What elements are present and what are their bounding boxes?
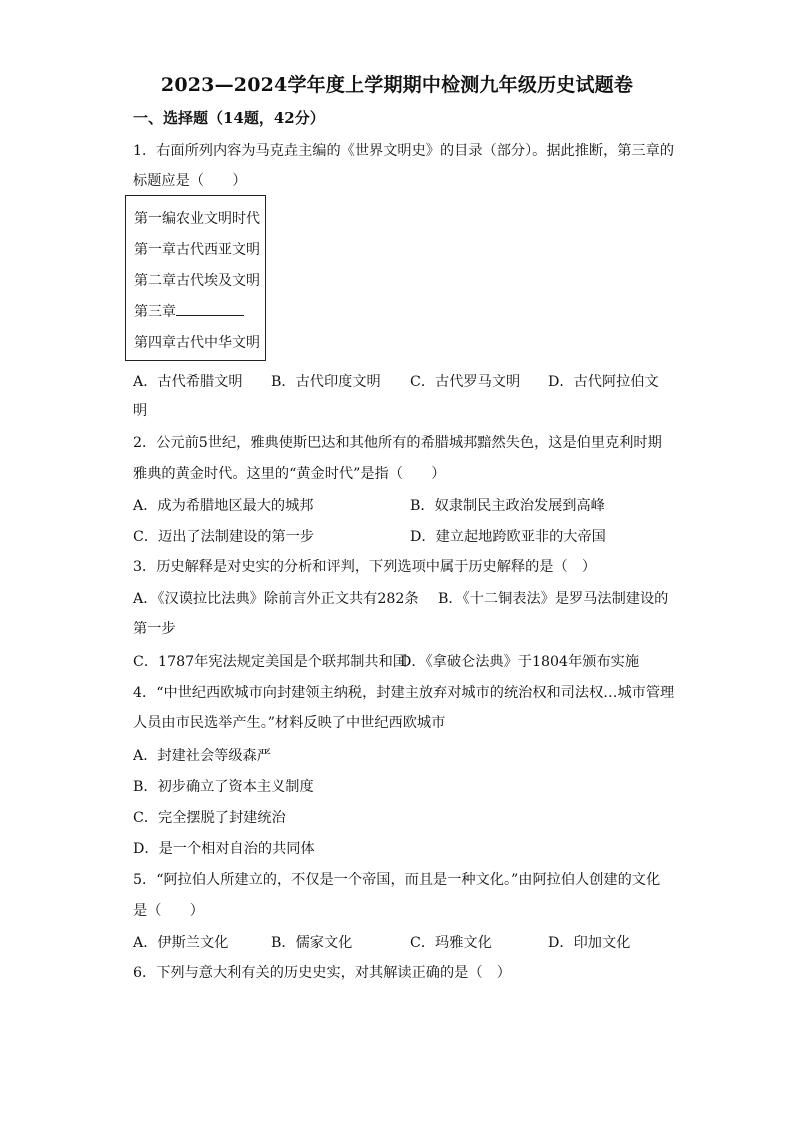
q2-stem-line1: 2．公元前5世纪，雅典使斯巴达和其他所有的希腊城邦黯然失色，这是伯里克利时期: [133, 435, 662, 451]
q5-option-a: A．伊斯兰文化: [133, 935, 229, 951]
q4-option-b: B．初步确立了资本主义制度: [133, 779, 314, 795]
q2-stem-line2: 雅典的黄金时代。这里的“黄金时代”是指（ ）: [133, 466, 446, 482]
q2-option-a: A．成为希腊地区最大的城邦: [133, 498, 314, 514]
section-heading: 一、选择题（14题，42分）: [133, 109, 325, 127]
q3-option-b-wrap: 第一步: [133, 621, 176, 637]
q1-option-d-wrap: 明: [133, 403, 148, 419]
toc-chapter3-label: 第三章: [134, 304, 176, 320]
q4-stem-line2: 人员由市民选举产生。”材料反映了中世纪西欧城市: [133, 715, 446, 731]
q5-option-d: D．印加文化: [548, 935, 631, 951]
toc-item-chapter3: [134, 301, 244, 321]
toc-item-part1: 第一编农业文明时代: [134, 211, 260, 227]
q5-option-b: B．儒家文化: [271, 935, 353, 951]
q3-option-a: A．《汉谟拉比法典》除前言外正文共有282条: [133, 591, 419, 607]
q2-option-b: B．奴隶制民主政治发展到高峰: [410, 498, 605, 514]
q3-option-c: C．1787年宪法规定美国是个联邦制共和国: [133, 654, 407, 670]
q1-option-a: A．古代希腊文明: [133, 374, 243, 390]
toc-box: [125, 195, 266, 361]
q4-option-d: D．是一个相对自治的共同体: [133, 841, 315, 857]
q1-stem-line2: 标题应是（ ）: [133, 173, 247, 189]
toc-item-chapter2: 第二章古代埃及文明: [134, 273, 260, 289]
q1-option-d: D．古代阿拉伯文: [548, 374, 659, 390]
q1-option-b: B．古代印度文明: [271, 374, 381, 390]
q2-option-c: C．迈出了法制建设的第一步: [133, 529, 315, 545]
q1-option-c: C．古代罗马文明: [410, 374, 521, 390]
q2-option-d: D．建立起地跨欧亚非的大帝国: [410, 529, 606, 545]
q4-option-c: C．完全摆脱了封建统治: [133, 810, 286, 826]
q6-stem: 6．下列与意大利有关的历史史实，对其解读正确的是（ ）: [133, 965, 511, 981]
answer-blank: [176, 302, 244, 316]
toc-item-chapter4: 第四章古代中华文明: [134, 335, 260, 351]
q5-option-c: C．玛雅文化: [410, 935, 492, 951]
q5-stem-line1: 5．“阿拉伯人所建立的，不仅是一个帝国，而且是一种文化。”由阿拉伯人创建的文化: [133, 872, 661, 888]
toc-item-chapter1: 第一章古代西亚文明: [134, 242, 260, 258]
q3-option-d: D．《拿破仑法典》于1804年颁布实施: [400, 654, 640, 670]
q3-option-b: B．《十二铜表法》是罗马法制建设的: [438, 591, 669, 607]
q3-stem: 3．历史解释是对史实的分析和评判，下列选项中属于历史解释的是（ ）: [133, 559, 597, 575]
exam-title: 2023—2024学年度上学期期中检测九年级历史试题卷: [160, 74, 634, 96]
q5-stem-line2: 是（ ）: [133, 903, 204, 919]
q4-stem-line1: 4．“中世纪西欧城市向封建领主纳税，封建主放弃对城市的统治权和司法权…城市管理: [133, 685, 675, 701]
q4-option-a: A．封建社会等级森严: [133, 748, 271, 764]
q1-stem-line1: 1．右面所列内容为马克垚主编的《世界文明史》的目录（部分）。据此推断，第三章的: [133, 143, 675, 159]
